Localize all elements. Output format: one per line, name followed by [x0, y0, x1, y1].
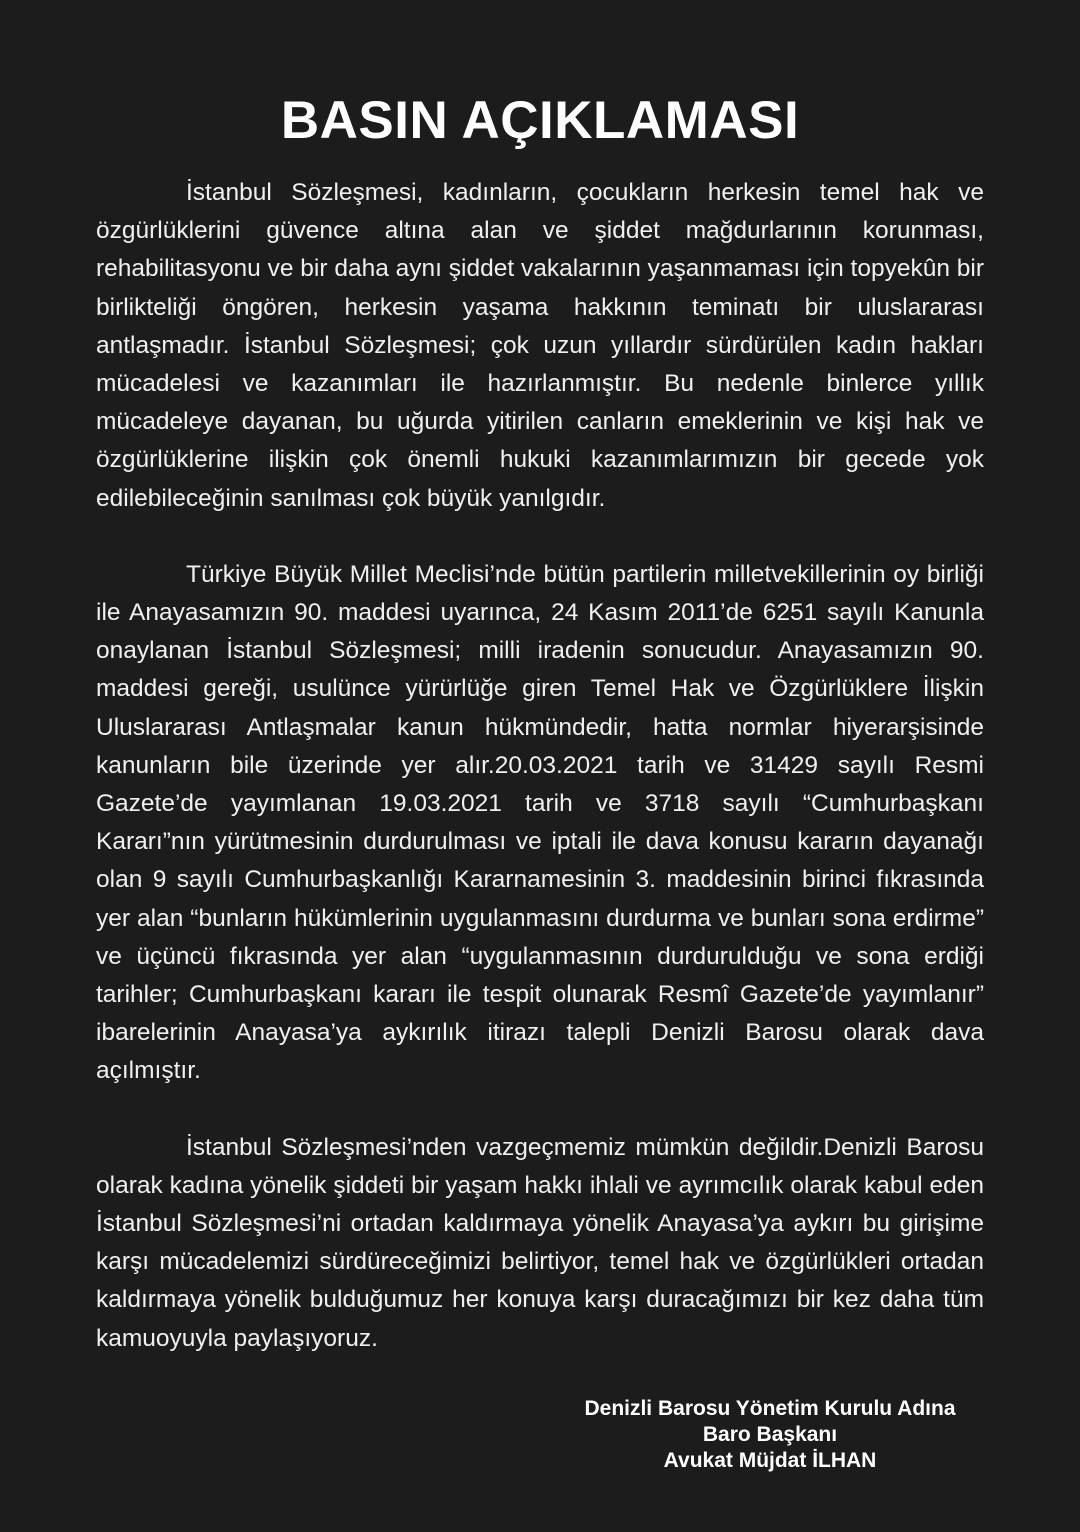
page-title: BASIN AÇIKLAMASI: [280, 91, 800, 150]
signature-block: [560, 1396, 980, 1474]
document-body: [96, 174, 984, 1358]
paragraph-3: İstanbul Sözleşmesi’nden vazgeçmemiz mümkün değildir.Denizli Barosu olarak kadına yönelik şiddeti bir yaşam hakkı ihlali ve ayrımcılık olarak kabul eden İstanbul Sözleşmesi’ni ortadan kaldırmaya yönelik Anayasa’ya aykırı bu girişime karşı mücadelemizi sürdüreceğimizi belirtiyor, temel hak ve özgürlükleri ortadan kaldırmaya yönelik bulduğumuz her konuya karşı duracağımızı bir kez daha tüm kamuoyuyla paylaşıyoruz.: [96, 1133, 984, 1352]
signature-name: Avukat Müjdat İLHAN: [663, 1449, 877, 1472]
paragraph-2: Türkiye Büyük Millet Meclisi’nde bütün partilerin milletvekillerinin oy birliği ile Anayasamızın 90. maddesi uyarınca, 24 Kasım 2011’de 6251 sayılı Kanunla onaylanan İstanbul Sözleşmesi; milli iradenin sonucudur. Anayasamızın 90. maddesi gereği, usulünce yürürlüğe giren Temel Hak ve Özgürlüklere İlişkin Uluslararası Antlaşmalar kanun hükmündedir, hatta normlar hiyerarşisinde kanunların bile üzerinde yer alır.20.03.2021 tarih ve 31429 sayılı Resmi Gazete’de yayımlanan 19.03.2021 tarih ve 3718 sayılı “Cumhurbaşkanı Kararı”nın yürütmesinin durdurulması ve iptali ile dava konusu kararın dayanağı olan 9 sayılı Cumhurbaşkanlığı Kararnamesinin 3. maddesinin birinci fıkrasında yer alan “bunların hükümlerinin uygulanmasını durdurma ve bunları sona erdirme” ve üçüncü fıkrasında yer alan “uygulanmasının durdurulduğu ve sona erdiği tarihler; Cumhurbaşkanı kararı ile tespit olunarak Resmî Gazete’de yayımlanır” ibarelerinin Anayasa’ya aykırılık itirazı talepli Denizli Barosu olarak dava açılmıştır.: [96, 560, 984, 1085]
paragraph-1: İstanbul Sözleşmesi, kadınların, çocukların herkesin temel hak ve özgürlüklerini güvence altına alan ve şiddet mağdurlarının korunması, rehabilitasyonu ve bir daha aynı şiddet vakalarının yaşanmaması için topyekûn bir birlikteliği öngören, herkesin yaşama hakkının teminatı bir uluslararası antlaşmadır. İstanbul Sözleşmesi; çok uzun yıllardır sürdürülen kadın hakları mücadelesi ve kazanımları ile hazırlanmıştır. Bu nedenle binlerce yıllık mücadeleye dayanan, bu uğurda yitirilen canların emeklerinin ve kişi hak ve özgürlüklerine ilişkin çok önemli hukuki kazanımlarımızın bir gecede yok edilebileceğinin sanılması çok büyük yanılgıdır.: [96, 179, 984, 512]
signature-role: Baro Başkanı: [702, 1423, 838, 1446]
signature-organization: Denizli Barosu Yönetim Kurulu Adına: [584, 1397, 956, 1420]
